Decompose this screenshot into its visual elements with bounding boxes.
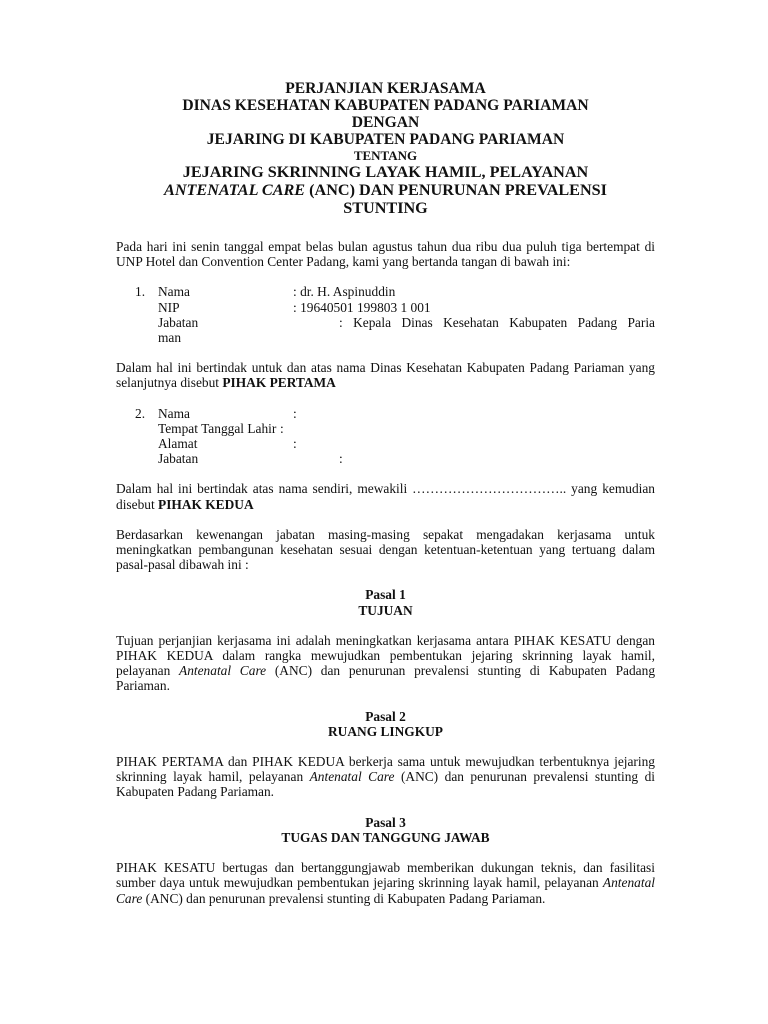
party-2-alamat-label: Alamat	[158, 436, 198, 452]
party-1-jabatan-value: : Kepala Dinas Kesehatan Kabupaten Padang Paria	[339, 314, 655, 330]
pasal-1-text-italic: Antenatal Care	[179, 663, 267, 679]
party-2-nama-value: :	[293, 405, 297, 421]
doc-title-line-4: JEJARING DI KABUPATEN PADANG PARIAMAN	[206, 131, 565, 148]
doc-title-line-5: TENTANG	[353, 148, 418, 163]
party-1-nama-value: : dr. H. Aspinuddin	[293, 284, 396, 300]
pasal-3-text	[116, 860, 655, 906]
doc-title-italic: ANTENATAL CARE	[164, 181, 306, 199]
doc-title-line-1: PERJANJIAN KERJASAMA	[285, 80, 486, 97]
pasal-1-title: TUJUAN	[358, 602, 413, 618]
pasal-2-text-a: PIHAK PERTAMA dan PIHAK KEDUA berkerja sama untuk mewujudkan terbentuknya jejaring skrinning layak hamil, pelayanan	[116, 754, 655, 785]
doc-title-line-3: DENGAN	[351, 114, 420, 131]
party-2-nama-label: Nama	[158, 405, 190, 421]
party-2-jabatan-value: :	[339, 451, 343, 467]
party-2-jabatan-label: Jabatan	[158, 451, 199, 467]
pasal-1-text	[116, 633, 655, 694]
pasal-1-text-a: Tujuan perjanjian kerjasama ini adalah meningkatkan kerjasama antara PIHAK KESATU dengan PIHAK KEDUA dalam rangka mewujudkan pembentukan jejaring skrinning layak hamil, pelayanan	[116, 632, 655, 679]
doc-title-line-2: DINAS KESEHATAN KABUPATEN PADANG PARIAMAN	[182, 97, 589, 114]
pasal-2-text-italic: Antenatal Care	[309, 769, 395, 785]
party-2-number: 2.	[135, 405, 146, 421]
basis-paragraph: Berdasarkan kewenangan jabatan masing-masing sepakat mengadakan kerjasama untuk meningkatkan pembangunan kesehatan sesuai dengan ketentuan-ketentuan yang tertuang dalam pasal-pasal dibawah ini :	[116, 526, 655, 573]
pasal-3-text-italic: Antenatal Care	[116, 875, 655, 906]
pasal-3-number: Pasal 3	[365, 814, 406, 830]
pasal-1-number: Pasal 1	[365, 587, 406, 603]
party-2-ttl-row	[116, 421, 655, 436]
party-2-ttl-label: Tempat Tanggal Lahir	[158, 420, 277, 436]
party-1-jabatan-cont: man	[158, 330, 182, 346]
party-2-statement	[116, 481, 655, 511]
party-1-nip-label: NIP	[158, 299, 180, 315]
party-2-nama-row	[116, 406, 655, 421]
doc-title-line-6: JEJARING SKRINNING LAYAK HAMIL, PELAYANAN	[182, 163, 589, 181]
party-1-statement-text: Dalam hal ini bertindak untuk dan atas nama Dinas Kesehatan Kabupaten Padang Pariaman yang selanjutnya disebut	[116, 360, 655, 391]
pasal-2-text-b: (ANC) dan penurunan prevalensi stunting di Kabupaten Padang Pariaman.	[116, 769, 655, 800]
pasal-2-text	[116, 754, 655, 800]
party-1-jabatan-label: Jabatan	[158, 314, 199, 330]
party-1-jabatan-row	[116, 315, 655, 330]
party-1-block	[116, 284, 655, 345]
doc-title-line-7-rest: (ANC) DAN PENURUNAN PREVALENSI	[305, 181, 607, 199]
party-2-designation: PIHAK KEDUA	[158, 496, 254, 512]
intro-paragraph: Pada hari ini senin tanggal empat belas bulan agustus tahun dua ribu dua puluh tiga bertempat di UNP Hotel dan Convention Center Padang, kami yang bertanda tangan di bawah ini:	[116, 239, 655, 270]
doc-title-line-7	[116, 181, 655, 199]
party-2-alamat-value: :	[293, 436, 297, 452]
pasal-3-title: TUGAS DAN TANGGUNG JAWAB	[281, 829, 490, 845]
party-1-nip-value: : 19640501 199803 1 001	[293, 299, 431, 315]
party-1-nama-label: Nama	[158, 284, 190, 300]
party-2-block	[116, 406, 655, 467]
party-2-statement-text: Dalam hal ini bertindak atas nama sendiri, mewakili …………………………….. yang kemudian disebut	[116, 481, 655, 512]
party-2-ttl-value: :	[280, 420, 284, 436]
pasal-2-title: RUANG LINGKUP	[328, 723, 443, 739]
pasal-2-number: Pasal 2	[365, 708, 406, 724]
party-1-number: 1.	[135, 284, 146, 300]
pasal-3-text-b: (ANC) dan penurunan prevalensi stunting di Kabupaten Padang Pariaman.	[142, 890, 546, 906]
party-2-jabatan-row	[116, 451, 655, 466]
party-1-statement	[116, 360, 655, 390]
pasal-3-text-a: PIHAK KESATU bertugas dan bertanggungjawab memberikan dukungan teknis, dan fasilitasi sumber daya untuk mewujudkan pembentukan jejaring skrinning layak hamil, pelayanan	[116, 860, 655, 891]
party-1-nama-row	[116, 284, 655, 299]
party-2-alamat-row	[116, 436, 655, 451]
doc-title-line-8: STUNTING	[343, 199, 428, 217]
pasal-1-text-b: (ANC) dan penurunan prevalensi stunting di Kabupaten Padang Pariaman.	[116, 663, 656, 694]
party-1-nip-row	[116, 300, 655, 315]
party-1-designation: PIHAK PERTAMA	[222, 375, 336, 391]
